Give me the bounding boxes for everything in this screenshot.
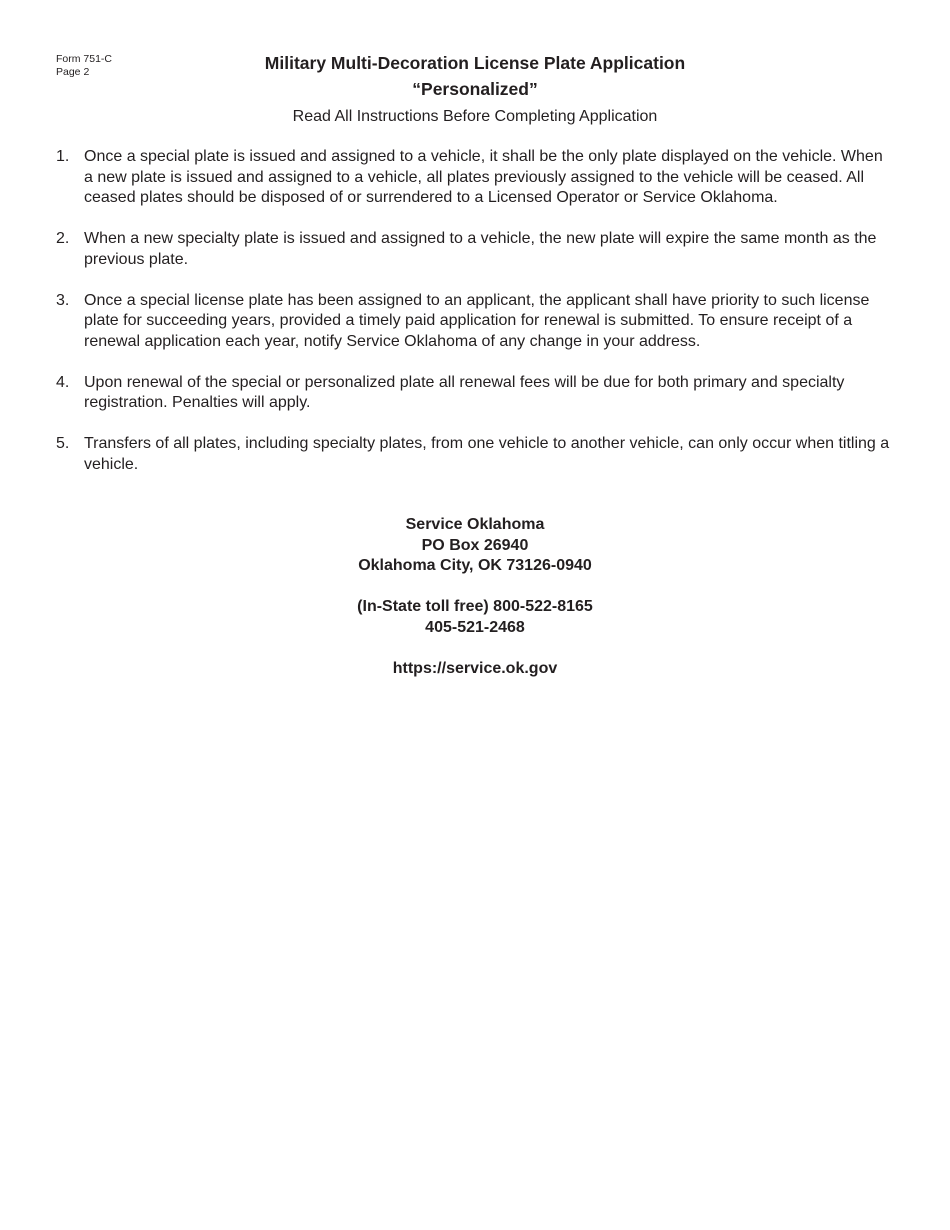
page-number: Page 2 (56, 66, 90, 78)
item-text: Once a special plate is issued and assigned to a vehicle, it shall be the only plate displayed on the vehicle. When a new plate is issued and assigned to a vehicle, all plates previously assigned to the vehicle will be ceased. All ceased plates should be disposed of or surrendered to a Licensed Operator or Service Oklahoma. (84, 148, 883, 206)
instructions-list (56, 147, 896, 496)
instruction-item (56, 291, 896, 353)
contact-phone: 405-521-2468 (425, 618, 525, 636)
item-number: 4. (56, 373, 70, 391)
instruction-item (56, 229, 896, 270)
instruction-item (56, 434, 896, 475)
contact-website[interactable]: https://service.ok.gov (392, 659, 558, 677)
read-instructions-note: Read All Instructions Before Completing Application (292, 108, 658, 125)
contact-po-box: PO Box 26940 (421, 536, 529, 554)
contact-toll-free: (In-State toll free) 800-522-8165 (357, 598, 593, 615)
contact-city: Oklahoma City, OK 73126-0940 (358, 557, 592, 574)
item-number: 5. (56, 435, 70, 452)
item-number: 3. (56, 291, 70, 309)
spacer (0, 638, 950, 659)
item-text: When a new specialty plate is issued and assigned to a vehicle, the new plate will expire the same month as the previous plate. (84, 230, 877, 268)
document-subtitle: “Personalized” (412, 79, 538, 99)
instruction-item (56, 373, 896, 414)
item-number: 1. (56, 148, 70, 165)
document-title: Military Multi-Decoration License Plate Application (264, 53, 686, 73)
item-number: 2. (56, 230, 70, 247)
item-text: Transfers of all plates, including specialty plates, from one vehicle to another vehicle, can only occur when titling a vehicle. (84, 435, 890, 473)
instruction-item (56, 147, 896, 209)
form-number: Form 751-C (56, 53, 113, 65)
contact-org: Service Oklahoma (405, 516, 545, 533)
contact-block (0, 515, 950, 679)
item-text: Once a special license plate has been assigned to an applicant, the applicant shall have priority to such license plate for succeeding years, provided a timely paid application for renewal is submitted. To ensure receipt of a renewal application each year, notify Service Oklahoma of any change in your address. (84, 291, 870, 350)
document-header (0, 51, 950, 127)
spacer (0, 577, 950, 598)
item-text: Upon renewal of the special or personalized plate all renewal fees will be due for both primary and specialty registration. Penalties will apply. (84, 373, 845, 411)
